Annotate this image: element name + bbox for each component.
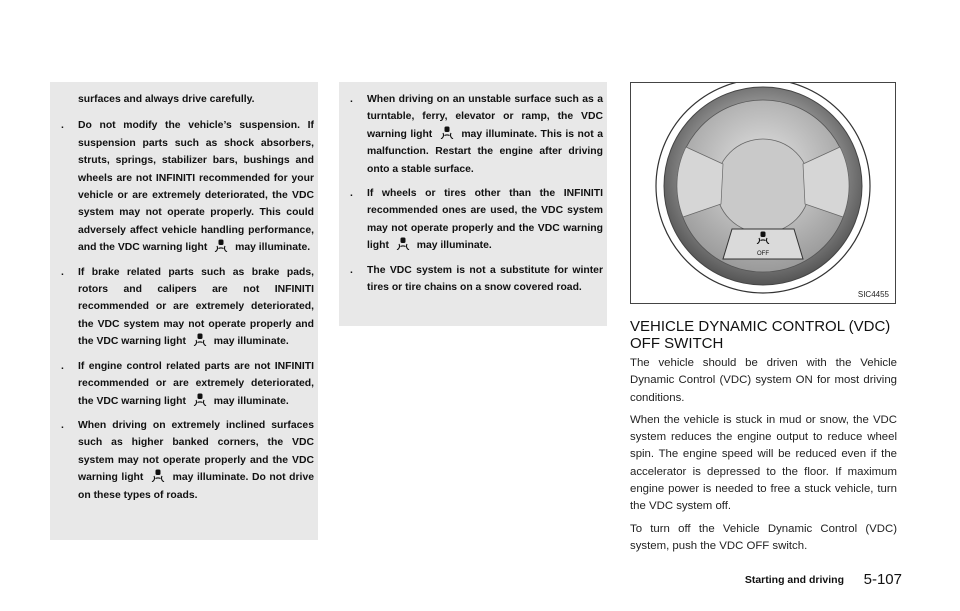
caution-item <box>56 417 314 504</box>
vdc-warning-light-icon <box>192 393 208 406</box>
caution-item-text: The VDC system is not a substitute for winter tires or tire chains on a snow covered road. <box>367 264 603 294</box>
bullet-marker: . <box>350 94 353 105</box>
continuation-text: surfaces and always drive carefully. <box>78 94 255 105</box>
footer-section-label: Starting and driving <box>744 574 844 586</box>
caution-item-text-end: may illuminate. Do not drive on these types of roads. <box>78 472 314 501</box>
vdc-switch-illustration <box>631 83 895 303</box>
figure-code: SIC4455 <box>857 290 889 299</box>
caution-item-text: If wheels or tires other than the INFINITI recommended ones are used, the VDC system may not operate properly and the VDC warning light <box>367 188 603 252</box>
vdc-warning-light-icon <box>150 469 166 482</box>
caution-column-2 <box>345 91 603 303</box>
section-title: VEHICLE DYNAMIC CONTROL (VDC) OFF SWITCH <box>630 318 891 352</box>
caution-item-text: If brake related parts such as brake pads, rotors and calipers are not INFINITI recommended or are extremely deteriorated, the VDC system may not operate properly and the VDC warning light <box>78 266 314 348</box>
body-paragraph: The vehicle should be driven with the Vehicle Dynamic Control (VDC) system ON for most driving conditions. <box>630 357 897 404</box>
vdc-warning-light-icon <box>213 239 229 252</box>
caution-item-text-end: may illuminate. <box>213 336 289 348</box>
off-button-label: OFF <box>757 251 769 257</box>
caution-item-text-end: may illuminate. This is not a malfunction. Restart the engine after driving onto a stable surface. <box>367 128 604 175</box>
bullet-marker: . <box>350 264 353 276</box>
caution-item-text-end: may illuminate. <box>235 242 311 254</box>
vdc-warning-light-icon <box>439 126 455 139</box>
page-number: 5-107 <box>863 571 902 588</box>
caution-item <box>56 358 314 410</box>
caution-item <box>345 185 603 255</box>
vdc-warning-light-icon <box>395 237 411 250</box>
caution-item-text: When driving on extremely inclined surfaces such as higher banked corners, the VDC system may not operate properly and the VDC warning light <box>78 419 314 484</box>
body-paragraph: To turn off the Vehicle Dynamic Control (VDC) system, push the VDC OFF switch. <box>630 522 897 552</box>
caution-item-text-end: may illuminate. <box>416 240 492 252</box>
body-paragraph: When the vehicle is stuck in mud or snow, the VDC system reduces the engine output to reduce wheel spin. The engine speed will be reduced even if the accelerator is depressed to the floor. If maximum engine power is needed to free a stuck vehicle, turn the VDC system off. <box>630 413 897 513</box>
caution-item <box>345 91 603 178</box>
vdc-off-switch-figure <box>630 82 896 304</box>
caution-item <box>56 117 314 256</box>
caution-column-1 <box>56 91 314 511</box>
bullet-marker: . <box>61 419 64 431</box>
caution-item-text: When driving on an unstable surface such as a turntable, ferry, elevator or ramp, the VDC warning light <box>367 94 603 140</box>
bullet-marker: . <box>61 266 64 278</box>
caution-item-text: Do not modify the vehicle’s suspension. If suspension parts such as shock absorbers, struts, springs, stabilizer bars, bushings and wheels are not INFINITI recommended for your vehicle or are extremely deteriorated, the VDC system may not operate properly. This could adversely affect vehicle handling performance, and the VDC warning light <box>78 120 314 254</box>
caution-item <box>345 262 603 297</box>
caution-item-text-end: may illuminate. <box>213 395 289 407</box>
vdc-warning-light-icon <box>192 333 208 346</box>
bullet-marker: . <box>61 360 64 372</box>
caution-item <box>56 264 314 351</box>
caution-item-text: If engine control related parts are not INFINITI recommended or are extremely deteriorated, the VDC warning light <box>78 360 314 407</box>
bullet-marker: . <box>350 188 353 200</box>
section-body <box>630 355 897 560</box>
bullet-marker: . <box>61 120 64 132</box>
